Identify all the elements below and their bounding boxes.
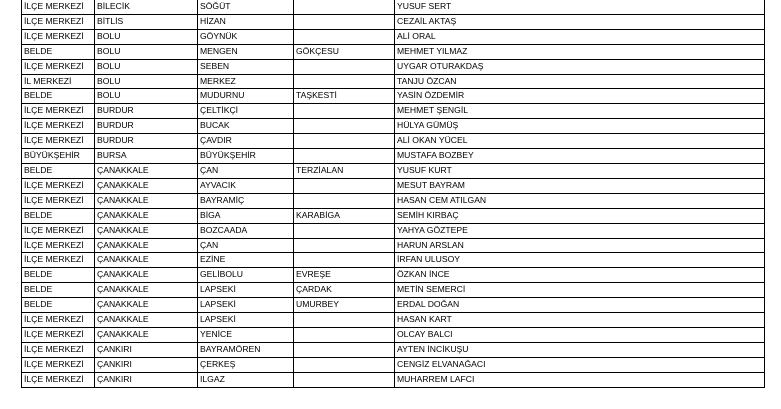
municipality-type-cell: İLÇE MERKEZİ — [22, 223, 95, 238]
province-cell: BOLU — [95, 44, 198, 59]
town-cell — [294, 0, 395, 14]
table-row — [22, 74, 765, 89]
town-cell — [294, 223, 395, 238]
province-cell: BURDUR — [95, 134, 198, 149]
district-cell: ÇERKEŞ — [198, 357, 294, 372]
district-cell: SÖĞÜT — [198, 0, 294, 14]
municipality-type-cell: İL MERKEZİ — [22, 74, 95, 89]
candidate-name-cell: ALİ ORAL — [395, 29, 765, 44]
town-cell: TERZİALAN — [294, 163, 395, 178]
province-cell: BOLU — [95, 29, 198, 44]
district-cell: MENGEN — [198, 44, 294, 59]
candidate-name-cell: MEHMET YILMAZ — [395, 44, 765, 59]
district-cell: GÖYNÜK — [198, 29, 294, 44]
table-row — [22, 59, 765, 74]
province-cell: BURDUR — [95, 119, 198, 134]
table-row — [22, 268, 765, 283]
province-cell: ÇANKIRI — [95, 372, 198, 387]
municipality-type-cell: İLÇE MERKEZİ — [22, 29, 95, 44]
town-cell — [294, 313, 395, 328]
candidate-name-cell: CEZAİL AKTAŞ — [395, 14, 765, 29]
district-cell: ÇAN — [198, 238, 294, 253]
district-cell: BİGA — [198, 208, 294, 223]
province-cell: ÇANAKKALE — [95, 238, 198, 253]
table-row — [22, 104, 765, 119]
town-cell — [294, 327, 395, 342]
candidate-name-cell: UYGAR OTURAKDAŞ — [395, 59, 765, 74]
district-cell: ÇAN — [198, 163, 294, 178]
province-cell: BOLU — [95, 74, 198, 89]
town-cell — [294, 59, 395, 74]
district-cell: BUCAK — [198, 119, 294, 134]
table-row — [22, 134, 765, 149]
town-cell — [294, 357, 395, 372]
candidate-name-cell: AYTEN İNCİKUŞU — [395, 342, 765, 357]
province-cell: BİTLİS — [95, 14, 198, 29]
district-cell: MUDURNU — [198, 89, 294, 104]
municipality-type-cell: İLÇE MERKEZİ — [22, 327, 95, 342]
candidate-name-cell: SEMİH KIRBAÇ — [395, 208, 765, 223]
table-row — [22, 89, 765, 104]
town-cell — [294, 253, 395, 268]
municipality-type-cell: İLÇE MERKEZİ — [22, 357, 95, 372]
province-cell: ÇANAKKALE — [95, 283, 198, 298]
town-cell: UMURBEY — [294, 298, 395, 313]
table-row — [22, 253, 765, 268]
town-cell — [294, 29, 395, 44]
candidate-name-cell: YUSUF SERT — [395, 0, 765, 14]
municipality-type-cell: İLÇE MERKEZİ — [22, 0, 95, 14]
municipality-type-cell: İLÇE MERKEZİ — [22, 342, 95, 357]
municipality-type-cell: İLÇE MERKEZİ — [22, 14, 95, 29]
candidate-name-cell: METİN SEMERCİ — [395, 283, 765, 298]
municipality-type-cell: BELDE — [22, 89, 95, 104]
district-cell: ILGAZ — [198, 372, 294, 387]
results-table-body — [22, 0, 765, 387]
municipality-type-cell: İLÇE MERKEZİ — [22, 372, 95, 387]
candidate-name-cell: MEHMET ŞENGİL — [395, 104, 765, 119]
table-row — [22, 208, 765, 223]
candidate-name-cell: MUHARREM LAFCI — [395, 372, 765, 387]
table-row — [22, 163, 765, 178]
candidate-name-cell: İRFAN ULUSOY — [395, 253, 765, 268]
district-cell: LAPSEKİ — [198, 298, 294, 313]
town-cell: TAŞKESTİ — [294, 89, 395, 104]
municipality-type-cell: İLÇE MERKEZİ — [22, 193, 95, 208]
district-cell: ÇAVDIR — [198, 134, 294, 149]
municipality-type-cell: İLÇE MERKEZİ — [22, 59, 95, 74]
town-cell — [294, 74, 395, 89]
town-cell — [294, 238, 395, 253]
table-row — [22, 342, 765, 357]
province-cell: ÇANKIRI — [95, 357, 198, 372]
table-row — [22, 357, 765, 372]
town-cell — [294, 134, 395, 149]
candidate-name-cell: YASİN ÖZDEMİR — [395, 89, 765, 104]
municipality-type-cell: İLÇE MERKEZİ — [22, 253, 95, 268]
province-cell: ÇANAKKALE — [95, 268, 198, 283]
town-cell — [294, 342, 395, 357]
municipality-type-cell: BELDE — [22, 163, 95, 178]
table-row — [22, 193, 765, 208]
district-cell: BÜYÜKŞEHİR — [198, 149, 294, 164]
municipality-type-cell: BELDE — [22, 283, 95, 298]
district-cell: GELİBOLU — [198, 268, 294, 283]
district-cell: MERKEZ — [198, 74, 294, 89]
candidate-name-cell: HASAN KART — [395, 313, 765, 328]
table-row — [22, 149, 765, 164]
town-cell — [294, 178, 395, 193]
province-cell: ÇANAKKALE — [95, 163, 198, 178]
province-cell: BURSA — [95, 149, 198, 164]
municipality-type-cell: BELDE — [22, 44, 95, 59]
town-cell: KARABİGA — [294, 208, 395, 223]
table-row — [22, 238, 765, 253]
table-row — [22, 44, 765, 59]
municipality-type-cell: İLÇE MERKEZİ — [22, 313, 95, 328]
town-cell — [294, 149, 395, 164]
province-cell: BOLU — [95, 59, 198, 74]
table-row — [22, 14, 765, 29]
municipality-type-cell: BELDE — [22, 298, 95, 313]
municipality-type-cell: BÜYÜKŞEHİR — [22, 149, 95, 164]
province-cell: ÇANAKKALE — [95, 327, 198, 342]
candidate-name-cell: HASAN CEM ATILGAN — [395, 193, 765, 208]
table-row — [22, 0, 765, 14]
province-cell: BOLU — [95, 89, 198, 104]
district-cell: ÇELTİKÇİ — [198, 104, 294, 119]
candidate-name-cell: ÖZKAN İNCE — [395, 268, 765, 283]
candidate-name-cell: YAHYA GÖZTEPE — [395, 223, 765, 238]
town-cell: GÖKÇESU — [294, 44, 395, 59]
results-table — [21, 0, 765, 388]
table-row — [22, 313, 765, 328]
town-cell: ÇARDAK — [294, 283, 395, 298]
municipality-type-cell: İLÇE MERKEZİ — [22, 178, 95, 193]
candidate-name-cell: HARUN ARSLAN — [395, 238, 765, 253]
province-cell: ÇANAKKALE — [95, 298, 198, 313]
municipality-type-cell: İLÇE MERKEZİ — [22, 119, 95, 134]
town-cell — [294, 14, 395, 29]
candidate-name-cell: HÜLYA GÜMÜŞ — [395, 119, 765, 134]
candidate-name-cell: CENGİZ ELVANAĞACI — [395, 357, 765, 372]
candidate-name-cell: MESUT BAYRAM — [395, 178, 765, 193]
candidate-name-cell: ERDAL DOĞAN — [395, 298, 765, 313]
municipality-type-cell: İLÇE MERKEZİ — [22, 238, 95, 253]
table-row — [22, 283, 765, 298]
province-cell: ÇANAKKALE — [95, 178, 198, 193]
candidate-name-cell: MUSTAFA BOZBEY — [395, 149, 765, 164]
table-row — [22, 119, 765, 134]
district-cell: SEBEN — [198, 59, 294, 74]
candidate-name-cell: YUSUF KURT — [395, 163, 765, 178]
table-row — [22, 178, 765, 193]
province-cell: ÇANKIRI — [95, 342, 198, 357]
town-cell — [294, 104, 395, 119]
district-cell: BAYRAMÖREN — [198, 342, 294, 357]
province-cell: BURDUR — [95, 104, 198, 119]
table-row — [22, 298, 765, 313]
town-cell — [294, 193, 395, 208]
table-row — [22, 372, 765, 387]
table-row — [22, 223, 765, 238]
candidate-name-cell: ALİ OKAN YÜCEL — [395, 134, 765, 149]
table-row — [22, 29, 765, 44]
town-cell: EVREŞE — [294, 268, 395, 283]
province-cell: ÇANAKKALE — [95, 313, 198, 328]
province-cell: BİLECİK — [95, 0, 198, 14]
district-cell: LAPSEKİ — [198, 283, 294, 298]
municipality-type-cell: İLÇE MERKEZİ — [22, 134, 95, 149]
province-cell: ÇANAKKALE — [95, 193, 198, 208]
district-cell: HİZAN — [198, 14, 294, 29]
district-cell: EZİNE — [198, 253, 294, 268]
table-row — [22, 327, 765, 342]
town-cell — [294, 119, 395, 134]
district-cell: LAPSEKİ — [198, 313, 294, 328]
district-cell: AYVACIK — [198, 178, 294, 193]
municipality-type-cell: BELDE — [22, 208, 95, 223]
district-cell: BAYRAMİÇ — [198, 193, 294, 208]
candidate-name-cell: TANJU ÖZCAN — [395, 74, 765, 89]
district-cell: BOZCAADA — [198, 223, 294, 238]
district-cell: YENİCE — [198, 327, 294, 342]
province-cell: ÇANAKKALE — [95, 208, 198, 223]
municipality-type-cell: İLÇE MERKEZİ — [22, 104, 95, 119]
province-cell: ÇANAKKALE — [95, 253, 198, 268]
municipality-type-cell: BELDE — [22, 268, 95, 283]
candidate-name-cell: OLCAY BALCI — [395, 327, 765, 342]
town-cell — [294, 372, 395, 387]
province-cell: ÇANAKKALE — [95, 223, 198, 238]
